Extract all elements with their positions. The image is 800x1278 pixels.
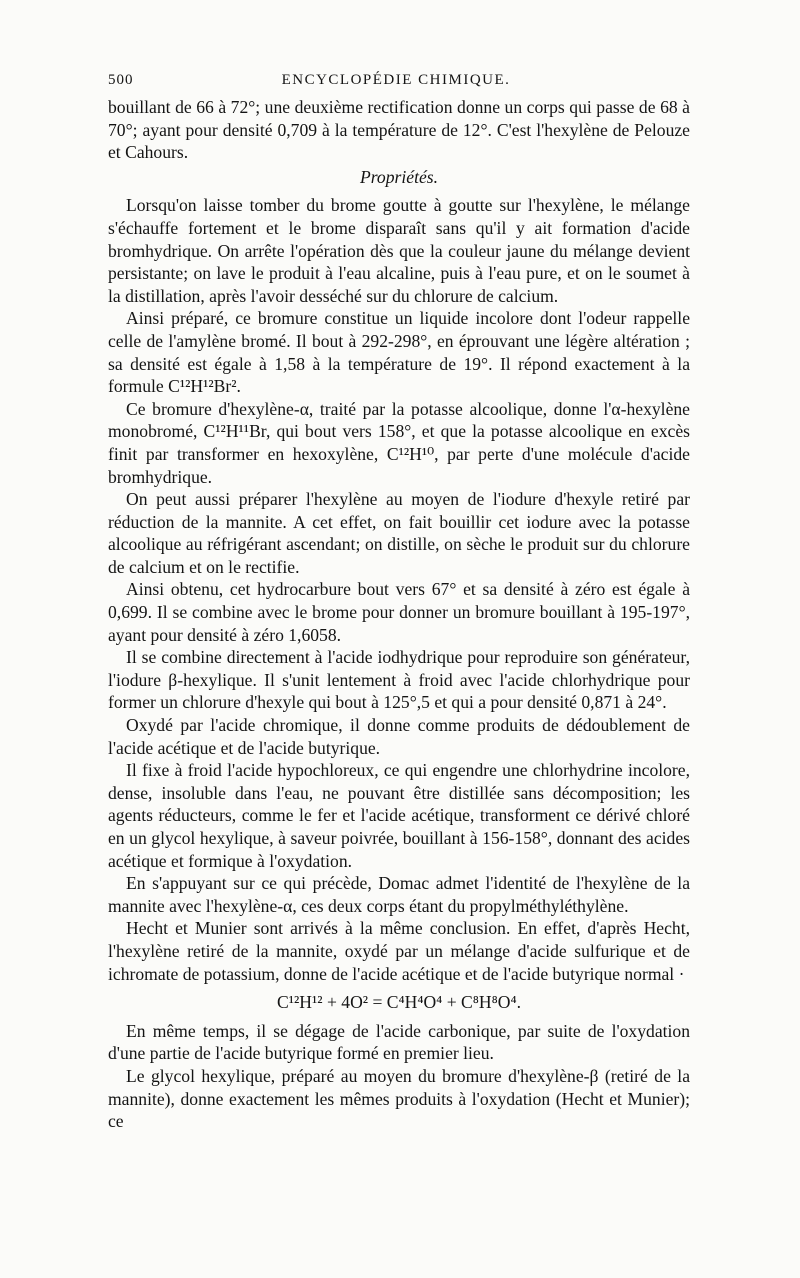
paragraph: Le glycol hexylique, préparé au moyen du bromure d'hexylène-β (retiré de la mannite), donne exactement les mêmes produits à l'oxydation (Hecht et Munier); ce <box>108 1065 690 1132</box>
chemical-equation: C¹²H¹² + 4O² = C⁴H⁴O⁴ + C⁸H⁸O⁴. <box>277 992 521 1013</box>
running-title: ENCYCLOPÉDIE CHIMIQUE. <box>281 72 511 88</box>
running-header <box>108 72 684 94</box>
paragraph: Lorsqu'on laisse tomber du brome goutte à goutte sur l'hexylène, le mélange s'échauffe fortement et le brome disparaît sans qu'il y ait formation d'acide bromhydrique. On arrête l'opération dès que la couleur jaune du mélange devient persistante; on lave le produit à l'eau alcaline, puis à l'eau pure, et on le soumet à la distillation, après l'avoir desséché sur du chlorure de calcium. <box>108 195 690 306</box>
paragraph: Hecht et Munier sont arrivés à la même conclusion. En effet, d'après Hecht, l'hexylène retiré de la mannite, oxydé par un mélange d'acide sulfurique et de ichromate de potassium, donne de l'acide acétique et de l'acide butyrique normal · <box>108 918 690 984</box>
paragraph: Ainsi préparé, ce bromure constitue un liquide incolore dont l'odeur rappelle celle de l'amylène bromé. Il bout à 292-298°, en éprouvant une légère altération ; sa densité est égale à 1,58 à la température de 19°. Il répond exactement à la formule C¹²H¹²Br². <box>108 308 690 397</box>
body-text <box>108 96 690 1133</box>
section-heading: Propriétés. <box>359 166 439 187</box>
paragraph: Il se combine directement à l'acide iodhydrique pour reproduire son générateur, l'iodure β-hexylique. Il s'unit lentement à froid avec l'acide chlorhydrique pour former un chlorure d'hexyle qui bout à 125°,5 et qui a pour densité 0,871 à 24°. <box>108 647 690 713</box>
paragraph: Ainsi obtenu, cet hydrocarbure bout vers 67° et sa densité à zéro est égale à 0,699. Il se combine avec le brome pour donner un bromure bouillant à 195-197°, ayant pour densité à zéro 1,6058. <box>108 579 690 645</box>
page-number: 500 <box>108 72 134 88</box>
paragraph: En s'appuyant sur ce qui précède, Domac admet l'identité de l'hexylène de la mannite avec l'hexylène-α, ces deux corps étant du propylméthyléthylène. <box>108 873 690 916</box>
paragraph: En même temps, il se dégage de l'acide carbonique, par suite de l'oxydation d'une partie de l'acide butyrique formé en premier lieu. <box>108 1020 690 1064</box>
paragraph: Ce bromure d'hexylène-α, traité par la potasse alcoolique, donne l'α-hexylène monobromé, C¹²H¹¹Br, qui bout vers 158°, et que la potasse alcoolique en excès finit par transformer en hexoxylène, C¹²H¹⁰, par perte d'une molécule d'acide bromhydrique. <box>108 398 690 487</box>
paragraph: bouillant de 66 à 72°; une deuxième rectification donne un corps qui passe de 68 à 70°; ayant pour densité 0,709 à la température de 12°. C'est l'hexylène de Pelouze et Cahours. <box>108 97 690 163</box>
paragraph: Oxydé par l'acide chromique, il donne comme produits de dédoublement de l'acide acétique et de l'acide butyrique. <box>108 715 690 758</box>
paragraph: On peut aussi préparer l'hexylène au moyen de l'iodure d'hexyle retiré par réduction de la mannite. A cet effet, on fait bouillir cet iodure avec la potasse alcoolique au réfrigérant ascendant; on distille, on sèche le produit sur du chlorure de calcium et on le rectifie. <box>108 489 690 577</box>
paragraph: Il fixe à froid l'acide hypochloreux, ce qui engendre une chlorhydrine incolore, dense, insoluble dans l'eau, ne pouvant être distillée sans décomposition; les agents réducteurs, comme le fer et l'acide acétique, transforment ce dérivé chloré en un glycol hexylique, à saveur poivrée, bouillant à 156-158°, donnant des acides acétique et formique à l'oxydation. <box>108 760 690 871</box>
